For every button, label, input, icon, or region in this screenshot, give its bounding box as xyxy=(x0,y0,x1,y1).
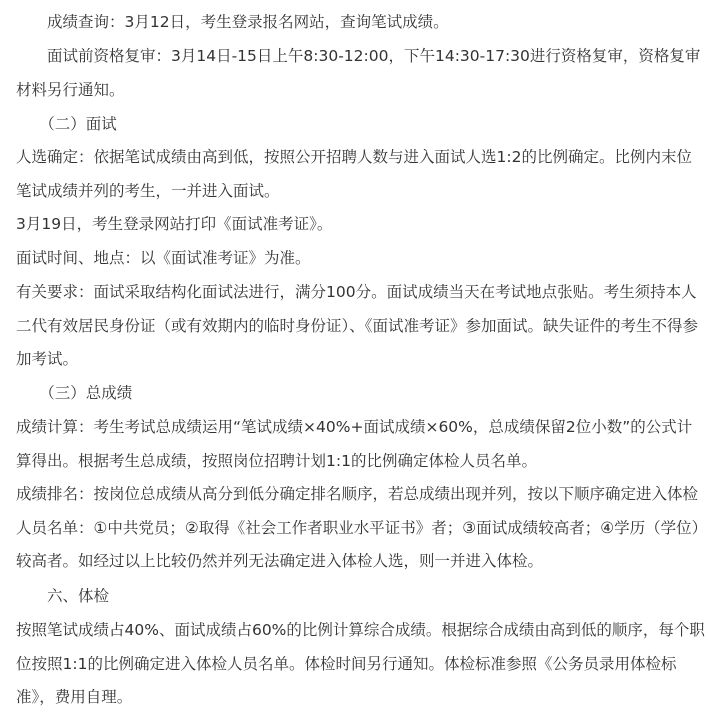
paragraph-requirements: 有关要求：面试采取结构化面试法进行，满分100分。面试成绩当天在考试地点张贴。考生须持本人二代有效居民身份证（或有效期内的临时身份证）、《面试准考证》参加面试。缺失证件的考生不得参加考试。 xyxy=(16,283,699,368)
section-heading-physical-exam: 六、体检 xyxy=(16,587,110,605)
paragraph-physical-exam: 按照笔试成绩占40%、面试成绩占60%的比例计算综合成绩。根据综合成绩由高到低的顺序，每个职位按照1:1的比例确定进入体检人员名单。体检时间另行通知。体检标准参照《公务员录用体检标准》，费用自理。 xyxy=(16,621,705,706)
paragraph-score-ranking: 成绩排名：按岗位总成绩从高分到低分确定排名顺序，若总成绩出现并列，按以下顺序确定进入体检人员名单：①中共党员；②取得《社会工作者职业水平证书》者；③面试成绩较高者；④学历（学位）较高者。如经过以上比较仍然并列无法确定进入体检人选，则一并进入体检。 xyxy=(16,485,700,570)
paragraph-score-calculation: 成绩计算：考生考试总成绩运用“笔试成绩×40%+面试成绩×60%，总成绩保留2位小数”的公式计算得出。根据考生总成绩，按照岗位招聘计划1:1的比例确定体检人员名单。 xyxy=(16,418,693,470)
paragraph-score-query: 成绩查询：3月12日，考生登录报名网站，查询笔试成绩。 xyxy=(16,13,449,31)
paragraph-candidate-selection: 人选确定：依据笔试成绩由高到低，按照公开招聘人数与进入面试人选1:2的比例确定。比例内末位笔试成绩并列的考生，一并进入面试。 xyxy=(16,148,692,200)
section-heading-total-score: （三）总成绩 xyxy=(16,384,133,402)
paragraph-qualification-review: 面试前资格复审：3月14日-15日上午8:30-12:00，下午14:30-17:30进行资格复审，资格复审材料另行通知。 xyxy=(16,47,701,99)
paragraph-interview-time: 面试时间、地点：以《面试准考证》为准。 xyxy=(16,249,311,267)
paragraph-admission-ticket: 3月19日，考生登录网站打印《面试准考证》。 xyxy=(16,215,333,233)
section-heading-interview: （二）面试 xyxy=(16,115,117,133)
